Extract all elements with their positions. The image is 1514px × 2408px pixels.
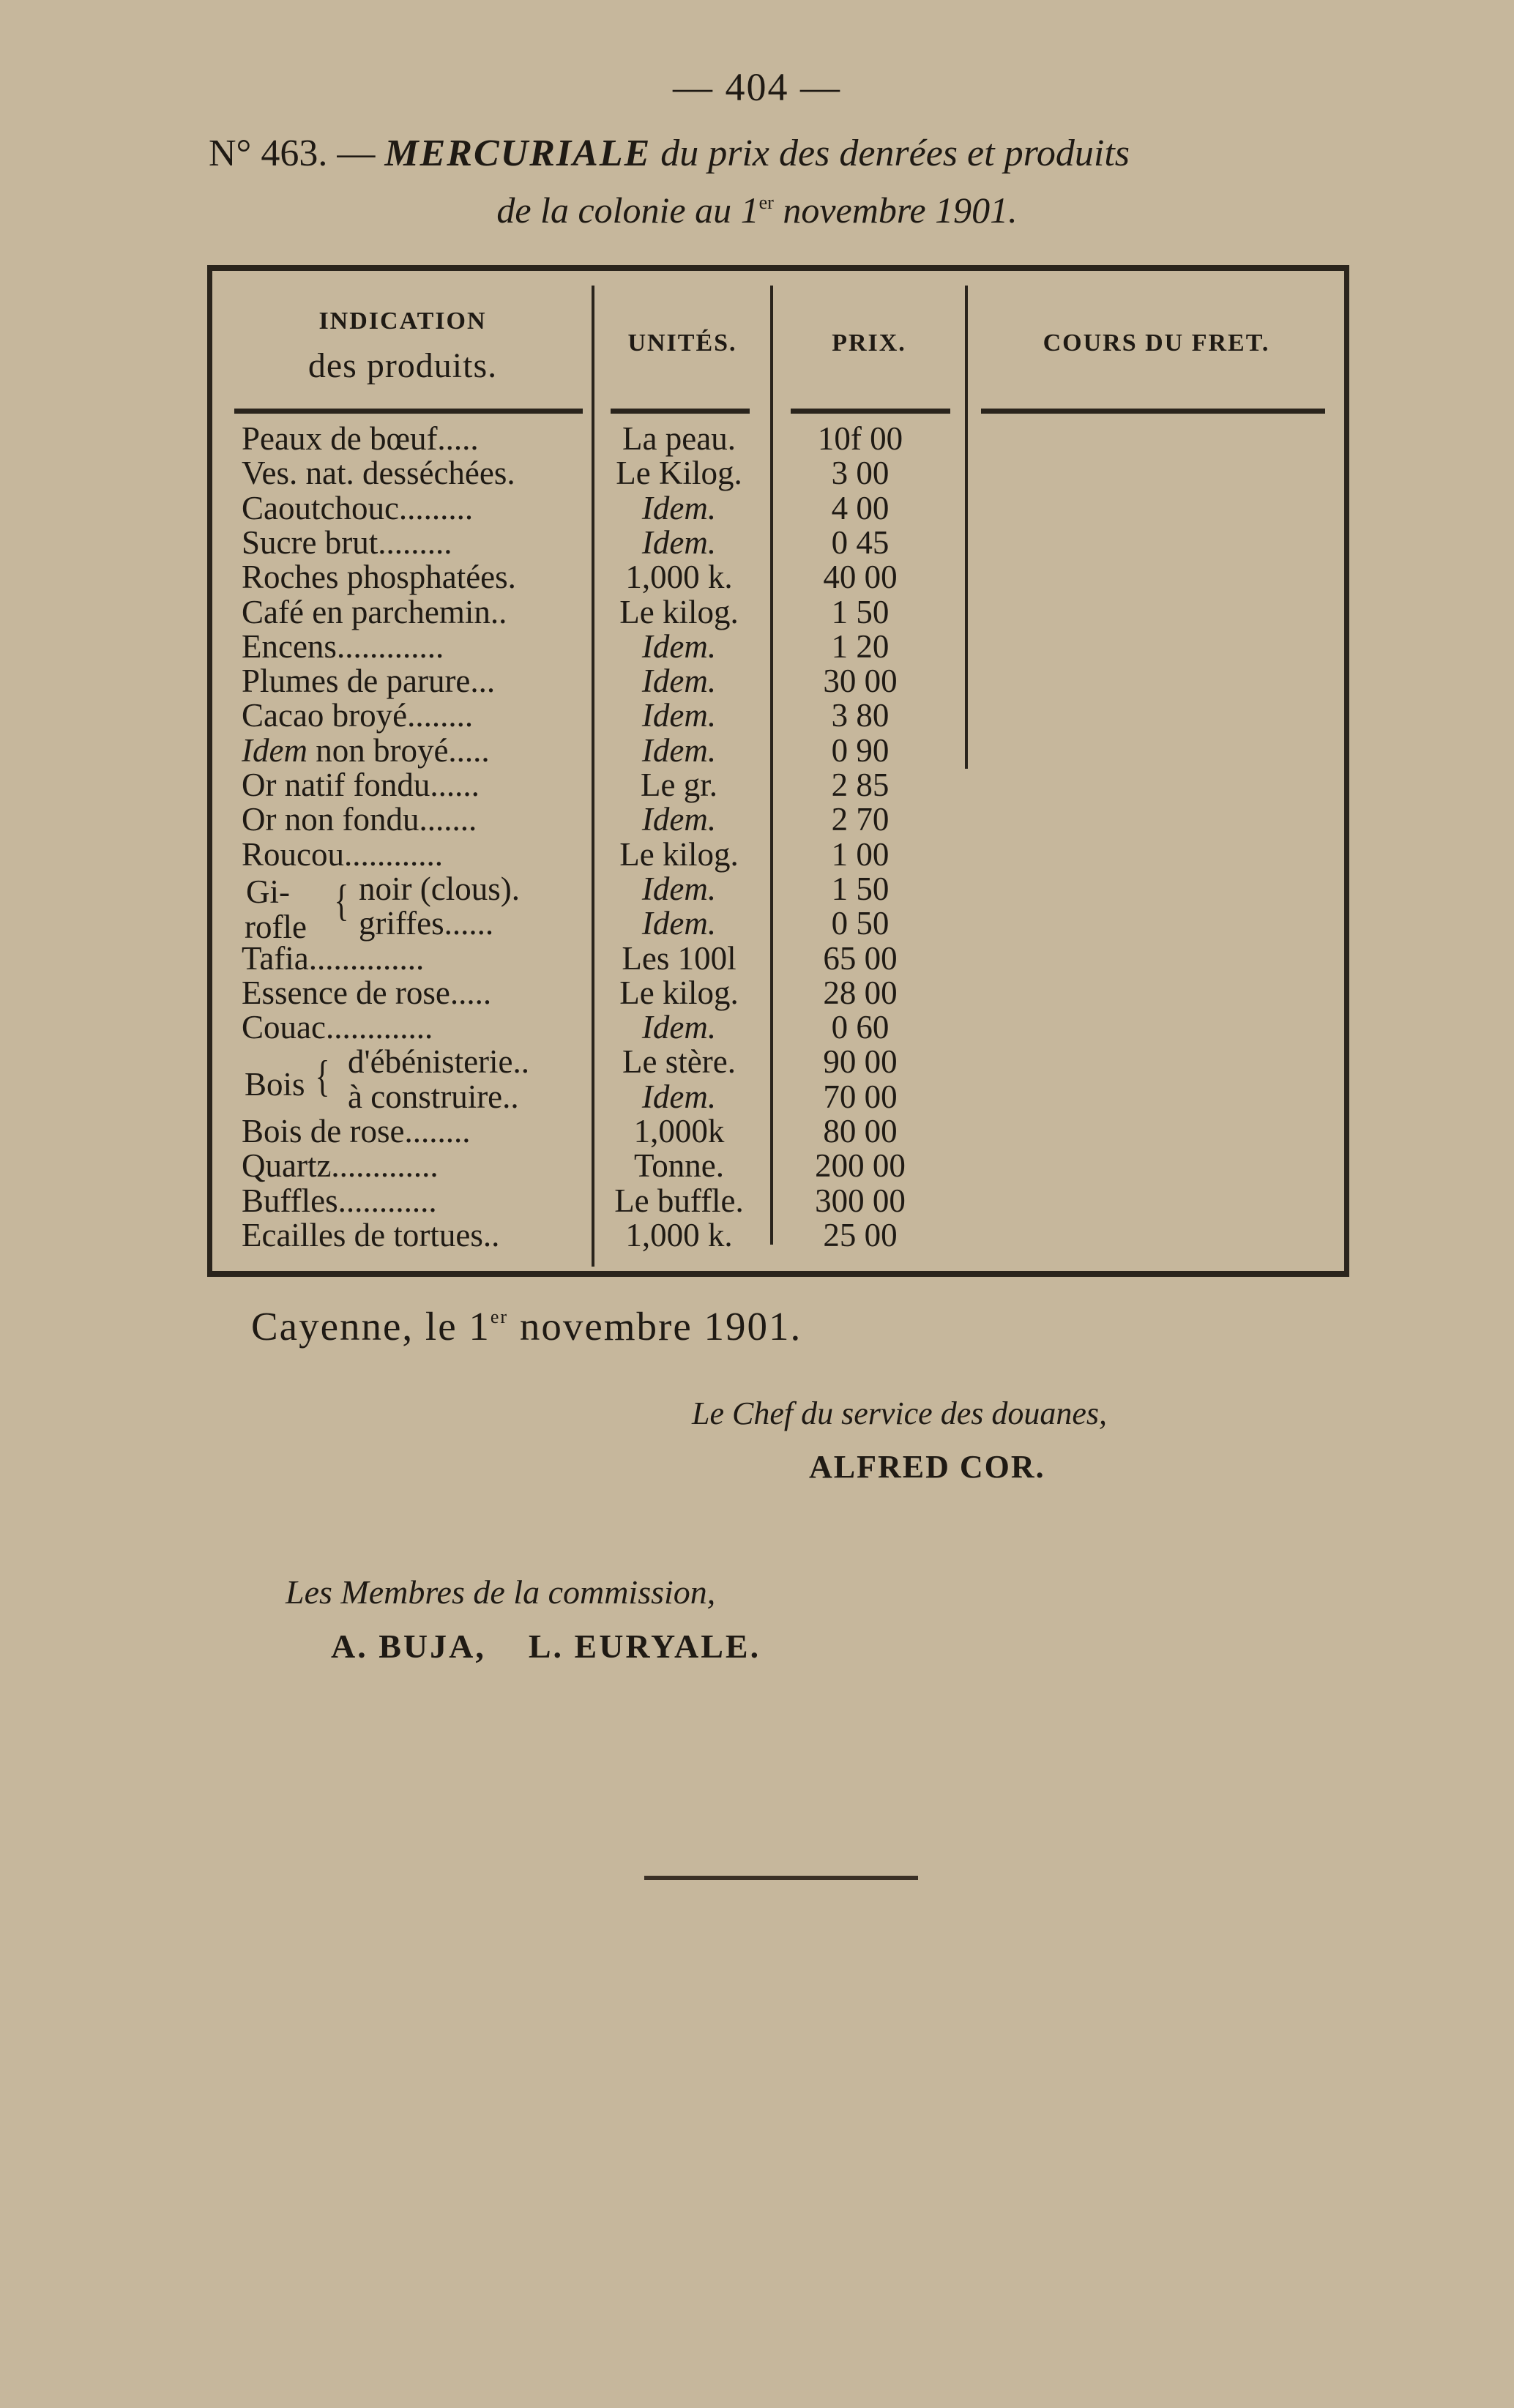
- unit-value: Le kilog.: [619, 593, 739, 630]
- header-prix: PRIX.: [832, 329, 906, 357]
- table-row: [242, 1182, 1340, 1219]
- decree-number: N° 463.: [209, 133, 328, 174]
- price-value: 200 00: [815, 1147, 906, 1185]
- header-fret: COURS DU FRET.: [1043, 329, 1270, 357]
- table-row: [242, 454, 1340, 492]
- unit-value: Idem.: [641, 801, 717, 838]
- product-name: Ves. nat. desséchées.: [242, 455, 515, 492]
- table-row: [242, 696, 1340, 734]
- table-row: [242, 1216, 1340, 1253]
- table-row: [242, 662, 1340, 700]
- table-row: [242, 1008, 1340, 1046]
- title-line2-text: de la colonie au 1: [496, 190, 759, 231]
- bois-label: Bois: [245, 1066, 305, 1103]
- product-name: Cacao broyé........: [242, 697, 474, 734]
- unit-value: Idem.: [641, 1078, 717, 1115]
- table-row: [242, 939, 1340, 977]
- price-value: 28 00: [823, 974, 898, 1011]
- product-name: Peaux de bœuf.....: [242, 420, 479, 457]
- table-row: [242, 870, 1340, 907]
- girofle-label-bottom: rofle: [245, 909, 307, 945]
- table-row: [242, 489, 1340, 526]
- place-date-date: novembre 1901.: [519, 1304, 802, 1349]
- product-name: Roucou............: [242, 835, 443, 873]
- place-and-date: [251, 1303, 802, 1349]
- commission-signatures: A. BUJA, L. EURYALE.: [331, 1628, 761, 1665]
- product-name: Essence de rose.....: [242, 974, 492, 1011]
- price-value: 1 20: [831, 627, 890, 665]
- header-rule-4: [981, 409, 1325, 414]
- product-name: d'ébénisterie..: [348, 1043, 530, 1081]
- table-row: [242, 835, 1340, 873]
- price-value: 0 90: [831, 731, 890, 769]
- table-row: [242, 420, 1340, 457]
- table-row: [242, 523, 1340, 561]
- title-superscript: er: [758, 192, 774, 213]
- price-value: 30 00: [823, 663, 898, 700]
- document-title-line-2: [0, 189, 1514, 231]
- price-value: 25 00: [823, 1216, 898, 1253]
- header-rule-1: [234, 409, 583, 414]
- unit-value: Idem.: [641, 697, 717, 734]
- unit-value: Idem.: [641, 870, 717, 907]
- product-name: Tafia..............: [242, 939, 425, 977]
- product-name: Idem non broyé.....: [242, 731, 490, 769]
- bottom-rule: [644, 1876, 918, 1880]
- table-row: [242, 904, 1340, 942]
- header-rule-2: [611, 409, 750, 414]
- unit-value: Le gr.: [641, 767, 717, 803]
- product-name: Or natif fondu......: [242, 767, 480, 803]
- product-name: Caoutchouc.........: [242, 489, 474, 526]
- price-value: 2 85: [831, 767, 890, 803]
- product-name: Bois de rose........: [242, 1113, 471, 1149]
- unit-value: Le buffle.: [614, 1182, 744, 1219]
- price-value: 3 80: [831, 697, 890, 734]
- girofle-brace: {: [334, 876, 349, 925]
- product-name: griffes......: [359, 905, 494, 942]
- table-row: [242, 558, 1340, 596]
- price-value: 0 60: [831, 1009, 890, 1046]
- page-number: — 404 —: [673, 65, 841, 109]
- price-value: 10f 00: [817, 420, 903, 457]
- unit-value: 1,000 k.: [625, 559, 733, 596]
- table-row: [242, 731, 1340, 769]
- product-name: Couac.............: [242, 1009, 433, 1046]
- table-row: [242, 1112, 1340, 1149]
- header-indication-sub: des produits.: [307, 346, 498, 385]
- place-date-superscript: er: [490, 1306, 509, 1327]
- header-indication: INDICATION: [318, 307, 487, 335]
- price-value: 70 00: [823, 1078, 898, 1115]
- table-row: [242, 766, 1340, 803]
- product-name: Encens.............: [242, 627, 444, 665]
- price-value: 80 00: [823, 1113, 898, 1149]
- chef-signature: ALFRED COR.: [809, 1449, 1045, 1485]
- unit-value: Idem.: [641, 523, 717, 561]
- product-name: à construire..: [348, 1078, 519, 1115]
- unit-value: 1,000 k.: [625, 1216, 733, 1253]
- table-row: [242, 1147, 1340, 1185]
- price-value: 4 00: [831, 489, 890, 526]
- unit-value: 1,000k: [633, 1113, 725, 1149]
- product-name: Café en parchemin..: [242, 593, 507, 630]
- price-value: 1 50: [831, 870, 890, 907]
- unit-value: Idem.: [641, 663, 717, 700]
- girofle-label-top: Gi-: [246, 873, 290, 910]
- commission-title: Les Membres de la commission,: [286, 1573, 716, 1611]
- unit-value: Le Kilog.: [616, 455, 742, 492]
- title-dash: —: [337, 133, 376, 174]
- price-value: 300 00: [815, 1182, 906, 1219]
- price-value: 1 50: [831, 593, 890, 630]
- price-value: 1 00: [831, 835, 890, 873]
- price-value: 0 50: [831, 905, 890, 942]
- product-name: Plumes de parure...: [242, 663, 496, 700]
- unit-value: Les 100l: [622, 939, 737, 977]
- price-value: 3 00: [831, 455, 890, 492]
- price-value: 40 00: [823, 559, 898, 596]
- unit-value: Idem.: [641, 905, 717, 942]
- unit-value: Tonne.: [633, 1147, 725, 1185]
- chef-title: Le Chef du service des douanes,: [692, 1395, 1107, 1431]
- unit-value: Idem.: [641, 1009, 717, 1046]
- table-row: [242, 1078, 1340, 1115]
- price-value: 65 00: [823, 939, 898, 977]
- unit-value: Idem.: [641, 489, 717, 526]
- unit-value: Idem.: [641, 627, 717, 665]
- table-row: [242, 627, 1340, 665]
- product-name: Roches phosphatées.: [242, 559, 516, 596]
- title-rest: du prix des denrées et produits: [660, 133, 1130, 174]
- title-line2-date: novembre 1901.: [783, 190, 1018, 231]
- price-value: 90 00: [823, 1043, 898, 1081]
- unit-value: Le stère.: [622, 1043, 736, 1081]
- table-row: [242, 974, 1340, 1011]
- table-row: [242, 800, 1340, 838]
- title-name: MERCURIALE: [384, 133, 652, 174]
- product-name: Sucre brut.........: [242, 523, 452, 561]
- product-name: noir (clous).: [359, 870, 520, 907]
- price-value: 2 70: [831, 801, 890, 838]
- unit-value: La peau.: [622, 420, 736, 457]
- product-name: Ecailles de tortues..: [242, 1216, 500, 1253]
- unit-value: Le kilog.: [619, 974, 739, 1011]
- header-unites: UNITÉS.: [627, 329, 737, 357]
- product-name: Or non fondu.......: [242, 801, 477, 838]
- unit-value: Idem.: [641, 731, 717, 769]
- product-name: Buffles............: [242, 1182, 437, 1219]
- table-row: [242, 593, 1340, 630]
- unit-value: Le kilog.: [619, 835, 739, 873]
- price-value: 0 45: [831, 523, 890, 561]
- header-rule-3: [791, 409, 950, 414]
- document-title-line-1: [209, 132, 1365, 175]
- bois-brace: {: [315, 1052, 330, 1100]
- table-row: [242, 1043, 1340, 1081]
- product-name: Quartz.............: [242, 1147, 439, 1185]
- place-date-text: Cayenne, le 1: [251, 1304, 491, 1349]
